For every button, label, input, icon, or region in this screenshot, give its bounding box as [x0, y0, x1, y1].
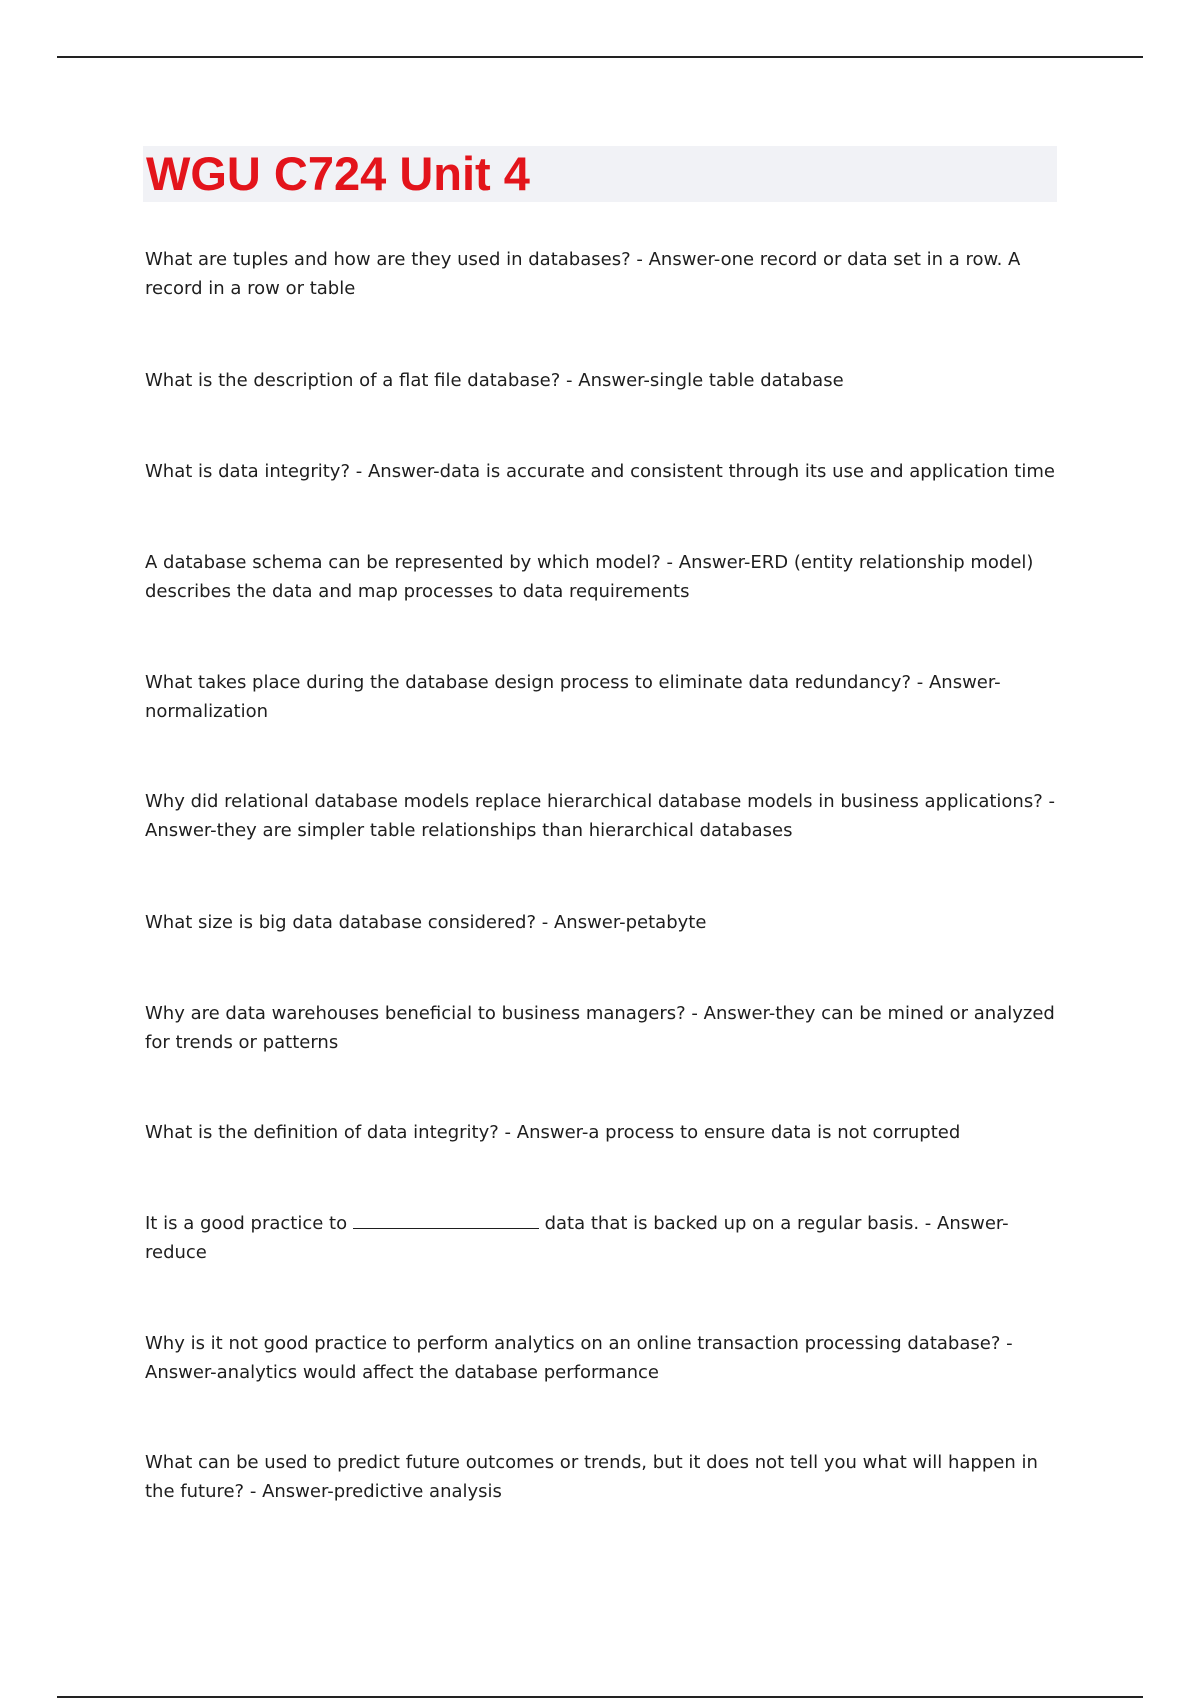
answer: single table database	[649, 370, 844, 391]
separator: -	[660, 552, 679, 573]
answer-prefix: Answer-	[937, 1213, 1009, 1234]
answer: reduce	[145, 1242, 207, 1263]
question-start: It is a good practice to	[145, 1213, 348, 1234]
page-title: WGU C724 Unit 4	[146, 147, 530, 200]
question: What is the description of a flat file database?	[145, 370, 561, 391]
question: Why is it not good practice to perform analytics on an online transaction processing database?	[145, 1333, 1001, 1354]
answer-prefix: Answer-	[648, 249, 721, 270]
answer: normalization	[145, 701, 269, 722]
answer-prefix: Answer-	[678, 552, 751, 573]
qa-item	[145, 908, 1057, 937]
separator: -	[911, 672, 929, 693]
answer: analytics would affect the database performance	[216, 1362, 660, 1383]
separator: -	[685, 1003, 704, 1024]
answer-prefix: Answer-	[262, 1481, 334, 1502]
separator: -	[536, 912, 554, 933]
question: What size is big data database considered?	[145, 912, 537, 933]
qa-item	[145, 1448, 1057, 1506]
answer-prefix: Answer-	[145, 1362, 217, 1383]
qa-item	[145, 787, 1057, 845]
qa-item	[145, 548, 1057, 606]
question: What can be used to predict future outcomes or trends, but it does not tell you what will happen in the future?	[145, 1452, 1038, 1502]
answer-prefix: Answer-	[553, 912, 626, 933]
fill-in-blank	[353, 1214, 539, 1229]
separator: -	[919, 1213, 937, 1234]
answer: they can be mined or analyzed for trends or patterns	[145, 1003, 1055, 1053]
question: What is the definition of data integrity?	[145, 1122, 499, 1143]
qa-item	[145, 1329, 1057, 1387]
answer-prefix: Answer-	[516, 1122, 589, 1143]
answer-prefix: Answer-	[928, 672, 1001, 693]
question: Why are data warehouses beneficial to business managers?	[145, 1003, 686, 1024]
answer: one record or data set in a row. A record in a row or table	[145, 249, 1021, 299]
answer-prefix: Answer-	[703, 1003, 776, 1024]
bottom-rule	[57, 1696, 1143, 1698]
separator: -	[1042, 791, 1055, 812]
answer-prefix: Answer-	[145, 820, 217, 841]
question: Why did relational database models replace hierarchical database models in business applications?	[145, 791, 1043, 812]
qa-item	[145, 457, 1057, 486]
qa-item	[145, 245, 1057, 303]
qa-item	[145, 668, 1057, 726]
question: A database schema can be represented by which model?	[145, 552, 661, 573]
separator: -	[350, 461, 368, 482]
question: What is data integrity?	[145, 461, 351, 482]
question: What takes place during the database design process to eliminate data redundancy?	[145, 672, 912, 693]
answer: data is accurate and consistent through its use and application time	[439, 461, 1055, 482]
separator: -	[630, 249, 649, 270]
separator: -	[244, 1481, 263, 1502]
qa-item	[145, 1118, 1057, 1147]
answer-prefix: Answer-	[367, 461, 440, 482]
answer: predictive analysis	[333, 1481, 502, 1502]
separator: -	[498, 1122, 517, 1143]
separator: -	[1000, 1333, 1013, 1354]
answer: a process to ensure data is not corrupted	[588, 1122, 961, 1143]
qa-item	[145, 366, 1057, 395]
answer: ERD (entity relationship model) describes the data and map processes to data requirements	[145, 552, 1034, 602]
qa-item	[145, 999, 1057, 1057]
answer-prefix: Answer-	[578, 370, 650, 391]
separator: -	[560, 370, 579, 391]
question-end: data that is backed up on a regular basis.	[544, 1213, 920, 1234]
question: What are tuples and how are they used in databases?	[145, 249, 631, 270]
answer: they are simpler table relationships than hierarchical databases	[216, 820, 793, 841]
top-rule	[57, 56, 1143, 58]
answer: petabyte	[625, 912, 707, 933]
qa-item	[145, 1209, 1057, 1267]
